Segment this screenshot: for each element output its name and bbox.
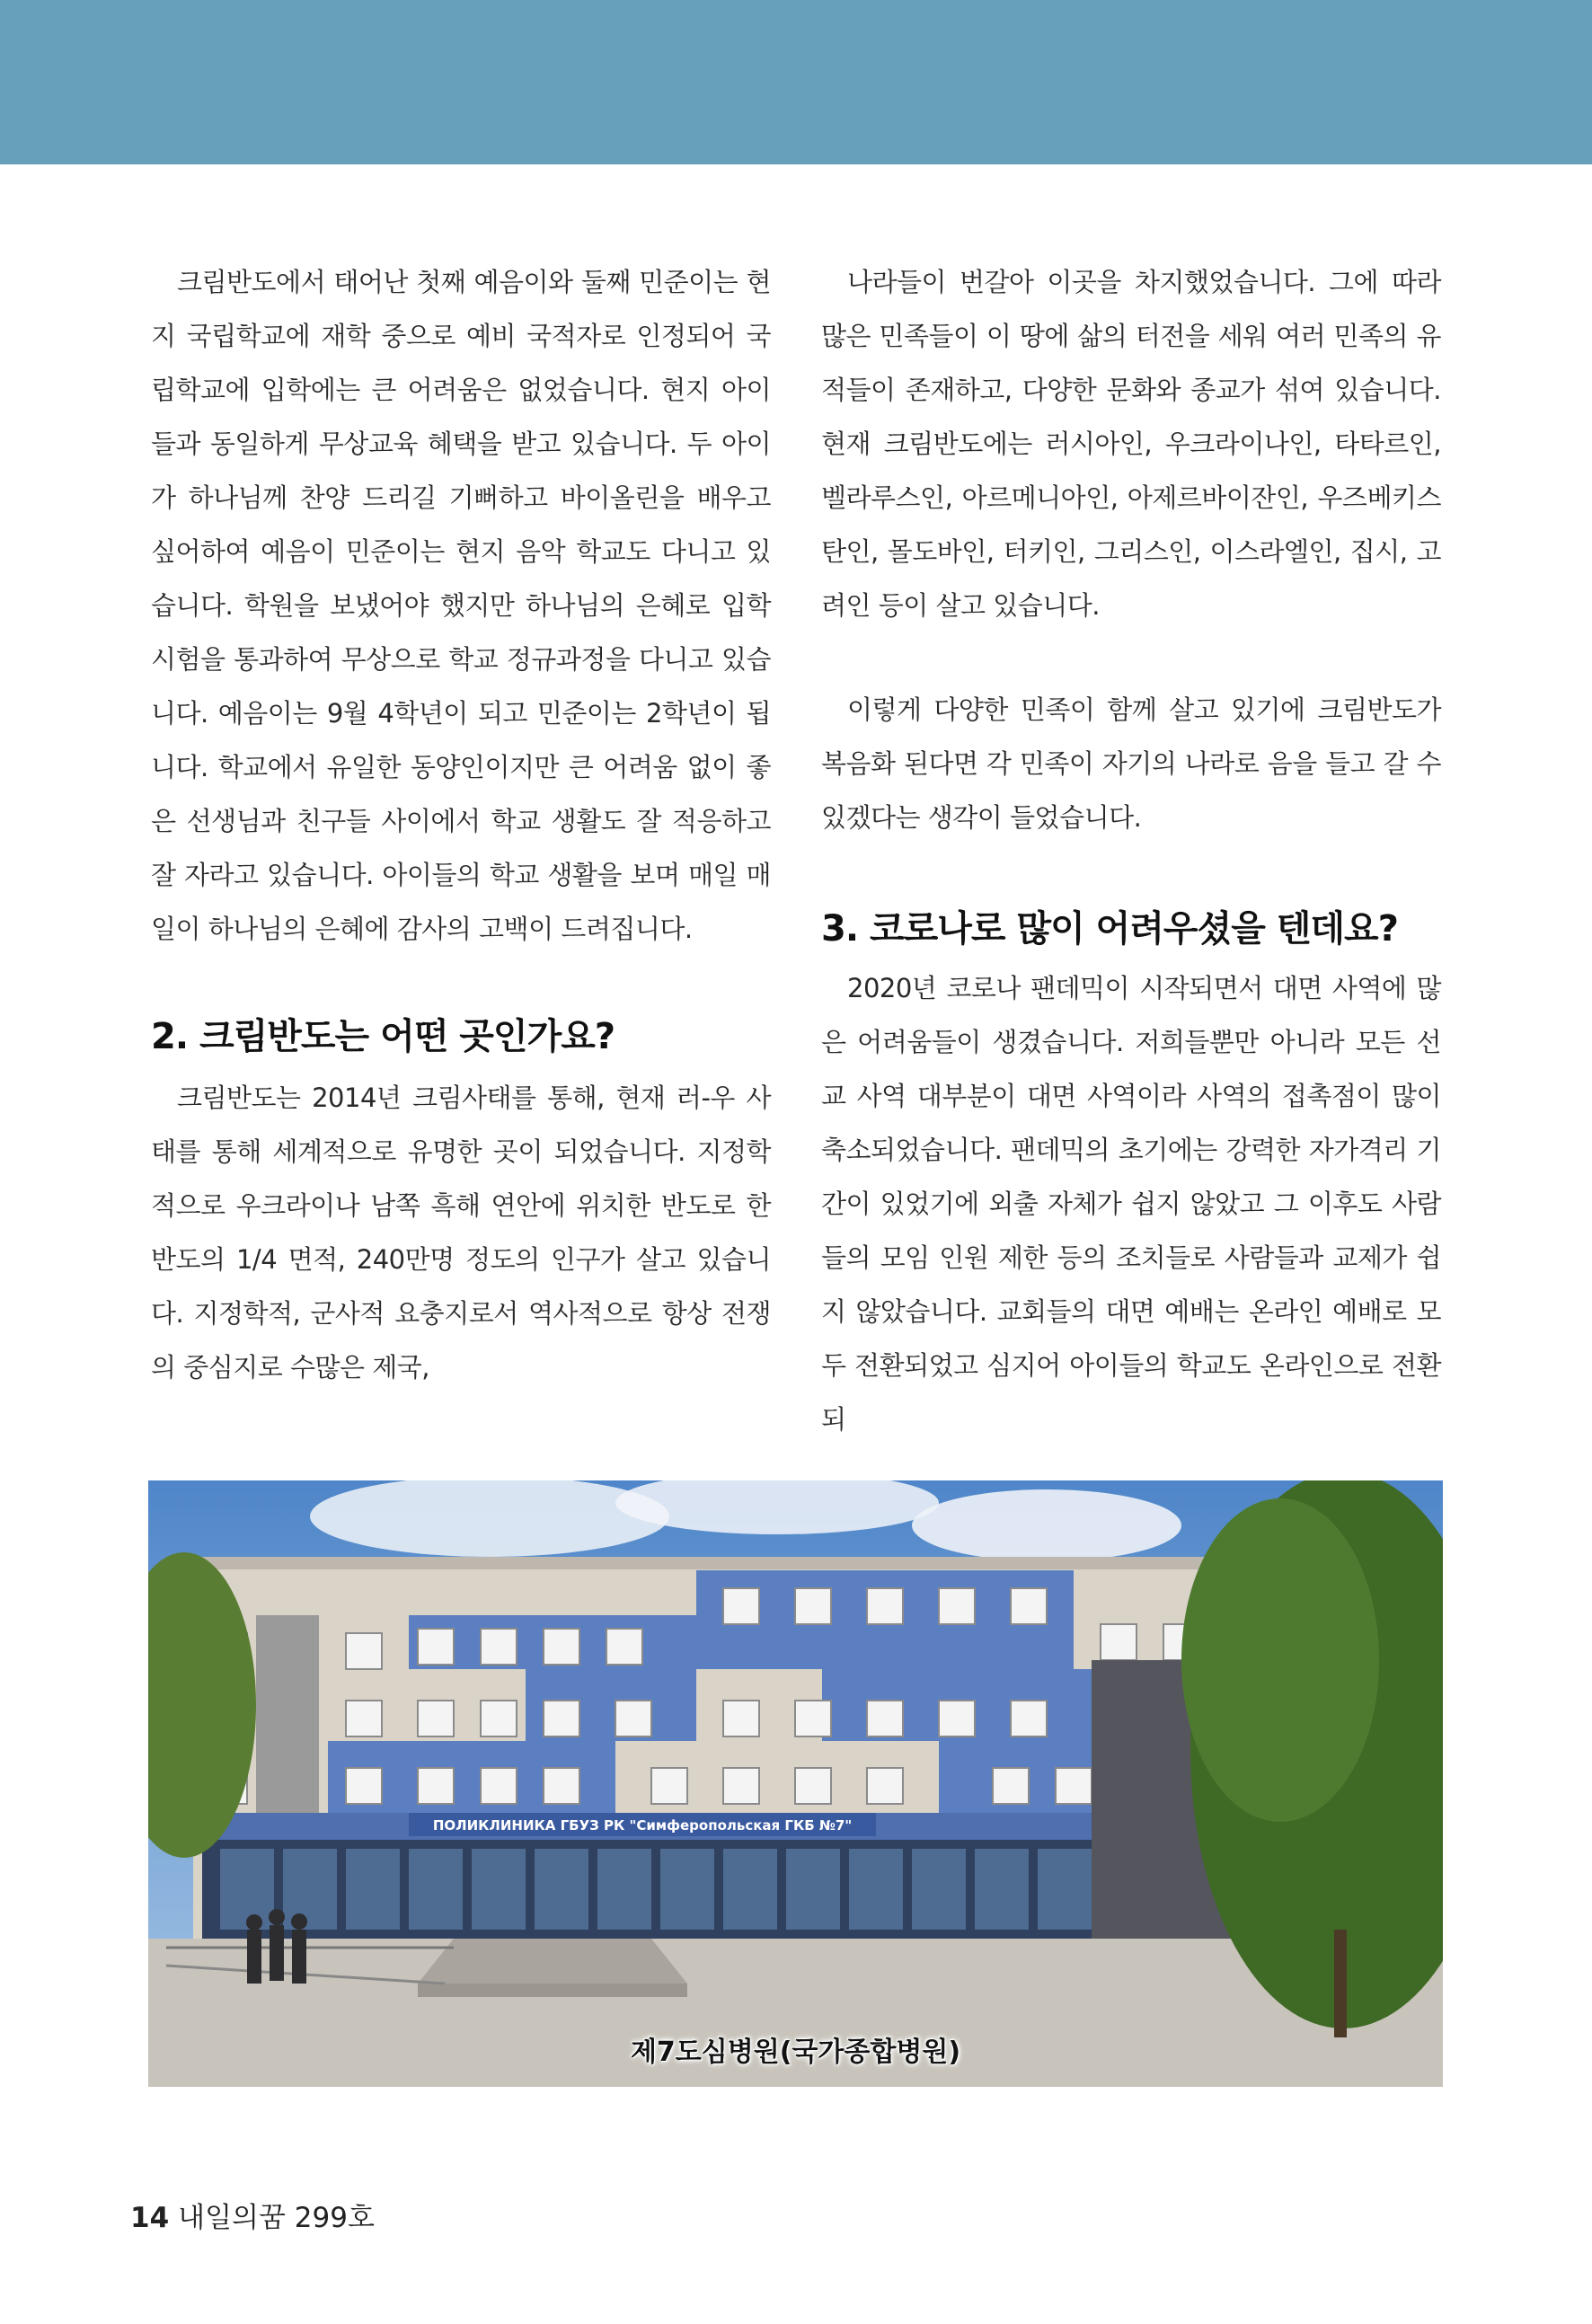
hospital-photo	[148, 1480, 1443, 2087]
left-column	[151, 255, 771, 1394]
paragraph: 크림반도에서 태어난 첫째 예음이와 둘째 민준이는 현지 국립학교에 재학 중으로 예비 국적자로 인정되어 국립학교에 입학에는 큰 어려움은 없었습니다. 현지 아이들과 동일하게 무상교육 혜택을 받고 있습니다. 두 아이가 하나님께 찬양 드리길 기뻐하고 바이올린을 배우고 싶어하여 예음이 민준이는 현지 음악 학교도 다니고 있습니다. 학원을 보냈어야 했지만 하나님의 은혜로 입학 시험을 통과하여 무상으로 학교 정규과정을 다니고 있습니다. 예음이는 9월 4학년이 되고 민준이는 2학년이 됩니다. 학교에서 유일한 동양인이지만 큰 어려움 없이 좋은 선생님과 친구들 사이에서 학교 생활도 잘 적응하고 잘 자라고 있습니다. 아이들의 학교 생활을 보며 매일 매일이 하나님의 은혜에 감사의 고백이 드려집니다.	[151, 267, 771, 944]
section-heading: 3. 코로나로 많이 어려우셨을 텐데요?	[821, 908, 1398, 950]
paragraph: 이렇게 다양한 민족이 함께 살고 있기에 크림반도가 복음화 된다면 각 민족이 자기의 나라로 음을 들고 갈 수 있겠다는 생각이 들었습니다.	[821, 694, 1441, 833]
photo-caption: 제7도심병원(국가종합병원)	[630, 2037, 961, 2068]
paragraph: 크림반도는 2014년 크림사태를 통해, 현재 러-우 사태를 통해 세계적으로 유명한 곳이 되었습니다. 지정학적으로 우크라이나 남쪽 흑해 연안에 위치한 반도로 한반도의 1/4 면적, 240만명 정도의 인구가 살고 있습니다. 지정학적, 군사적 요충지로서 역사적으로 항상 전쟁의 중심지로 수많은 제국,	[151, 1082, 771, 1383]
hospital-building-illustration	[148, 1480, 1443, 2087]
page-footer	[130, 2195, 375, 2235]
hospital-sign: ПОЛИКЛИНИКА ГБУЗ РК "Симферопольская ГКБ №7"	[432, 1817, 853, 1834]
publication-name: 내일의꿈 299호	[178, 2202, 375, 2234]
paragraph: 2020년 코로나 팬데믹이 시작되면서 대면 사역에 많은 어려움들이 생겼습니다. 저희들뿐만 아니라 모든 선교 사역 대부분이 대면 사역이라 사역의 접촉점이 많이 축소되었습니다. 팬데믹의 초기에는 강력한 자가격리 기간이 있었기에 외출 자체가 쉽지 않았고 그 이후도 사람들의 모임 인원 제한 등의 조치들로 사람들과 교제가 쉽지 않았습니다. 교회들의 대면 예배는 온라인 예배로 모두 전환되었고 심지어 아이들의 학교도 온라인으로 전환 되	[821, 973, 1441, 1435]
right-column	[821, 255, 1441, 1446]
page-number: 14	[130, 2202, 170, 2234]
paragraph: 나라들이 번갈아 이곳을 차지했었습니다. 그에 따라 많은 민족들이 이 땅에 삶의 터전을 세워 여러 민족의 유적들이 존재하고, 다양한 문화와 종교가 섞여 있습니다. 현재 크림반도에는 러시아인, 우크라이나인, 타타르인, 벨라루스인, 아르메니아인, 아제르바이잔인, 우즈베키스탄인, 몰도바인, 터키인, 그리스인, 이스라엘인, 집시, 고려인 등이 살고 있습니다.	[821, 267, 1441, 621]
header-color-band	[0, 0, 1592, 164]
section-heading: 2. 크림반도는 어떤 곳인가요?	[151, 1016, 615, 1057]
